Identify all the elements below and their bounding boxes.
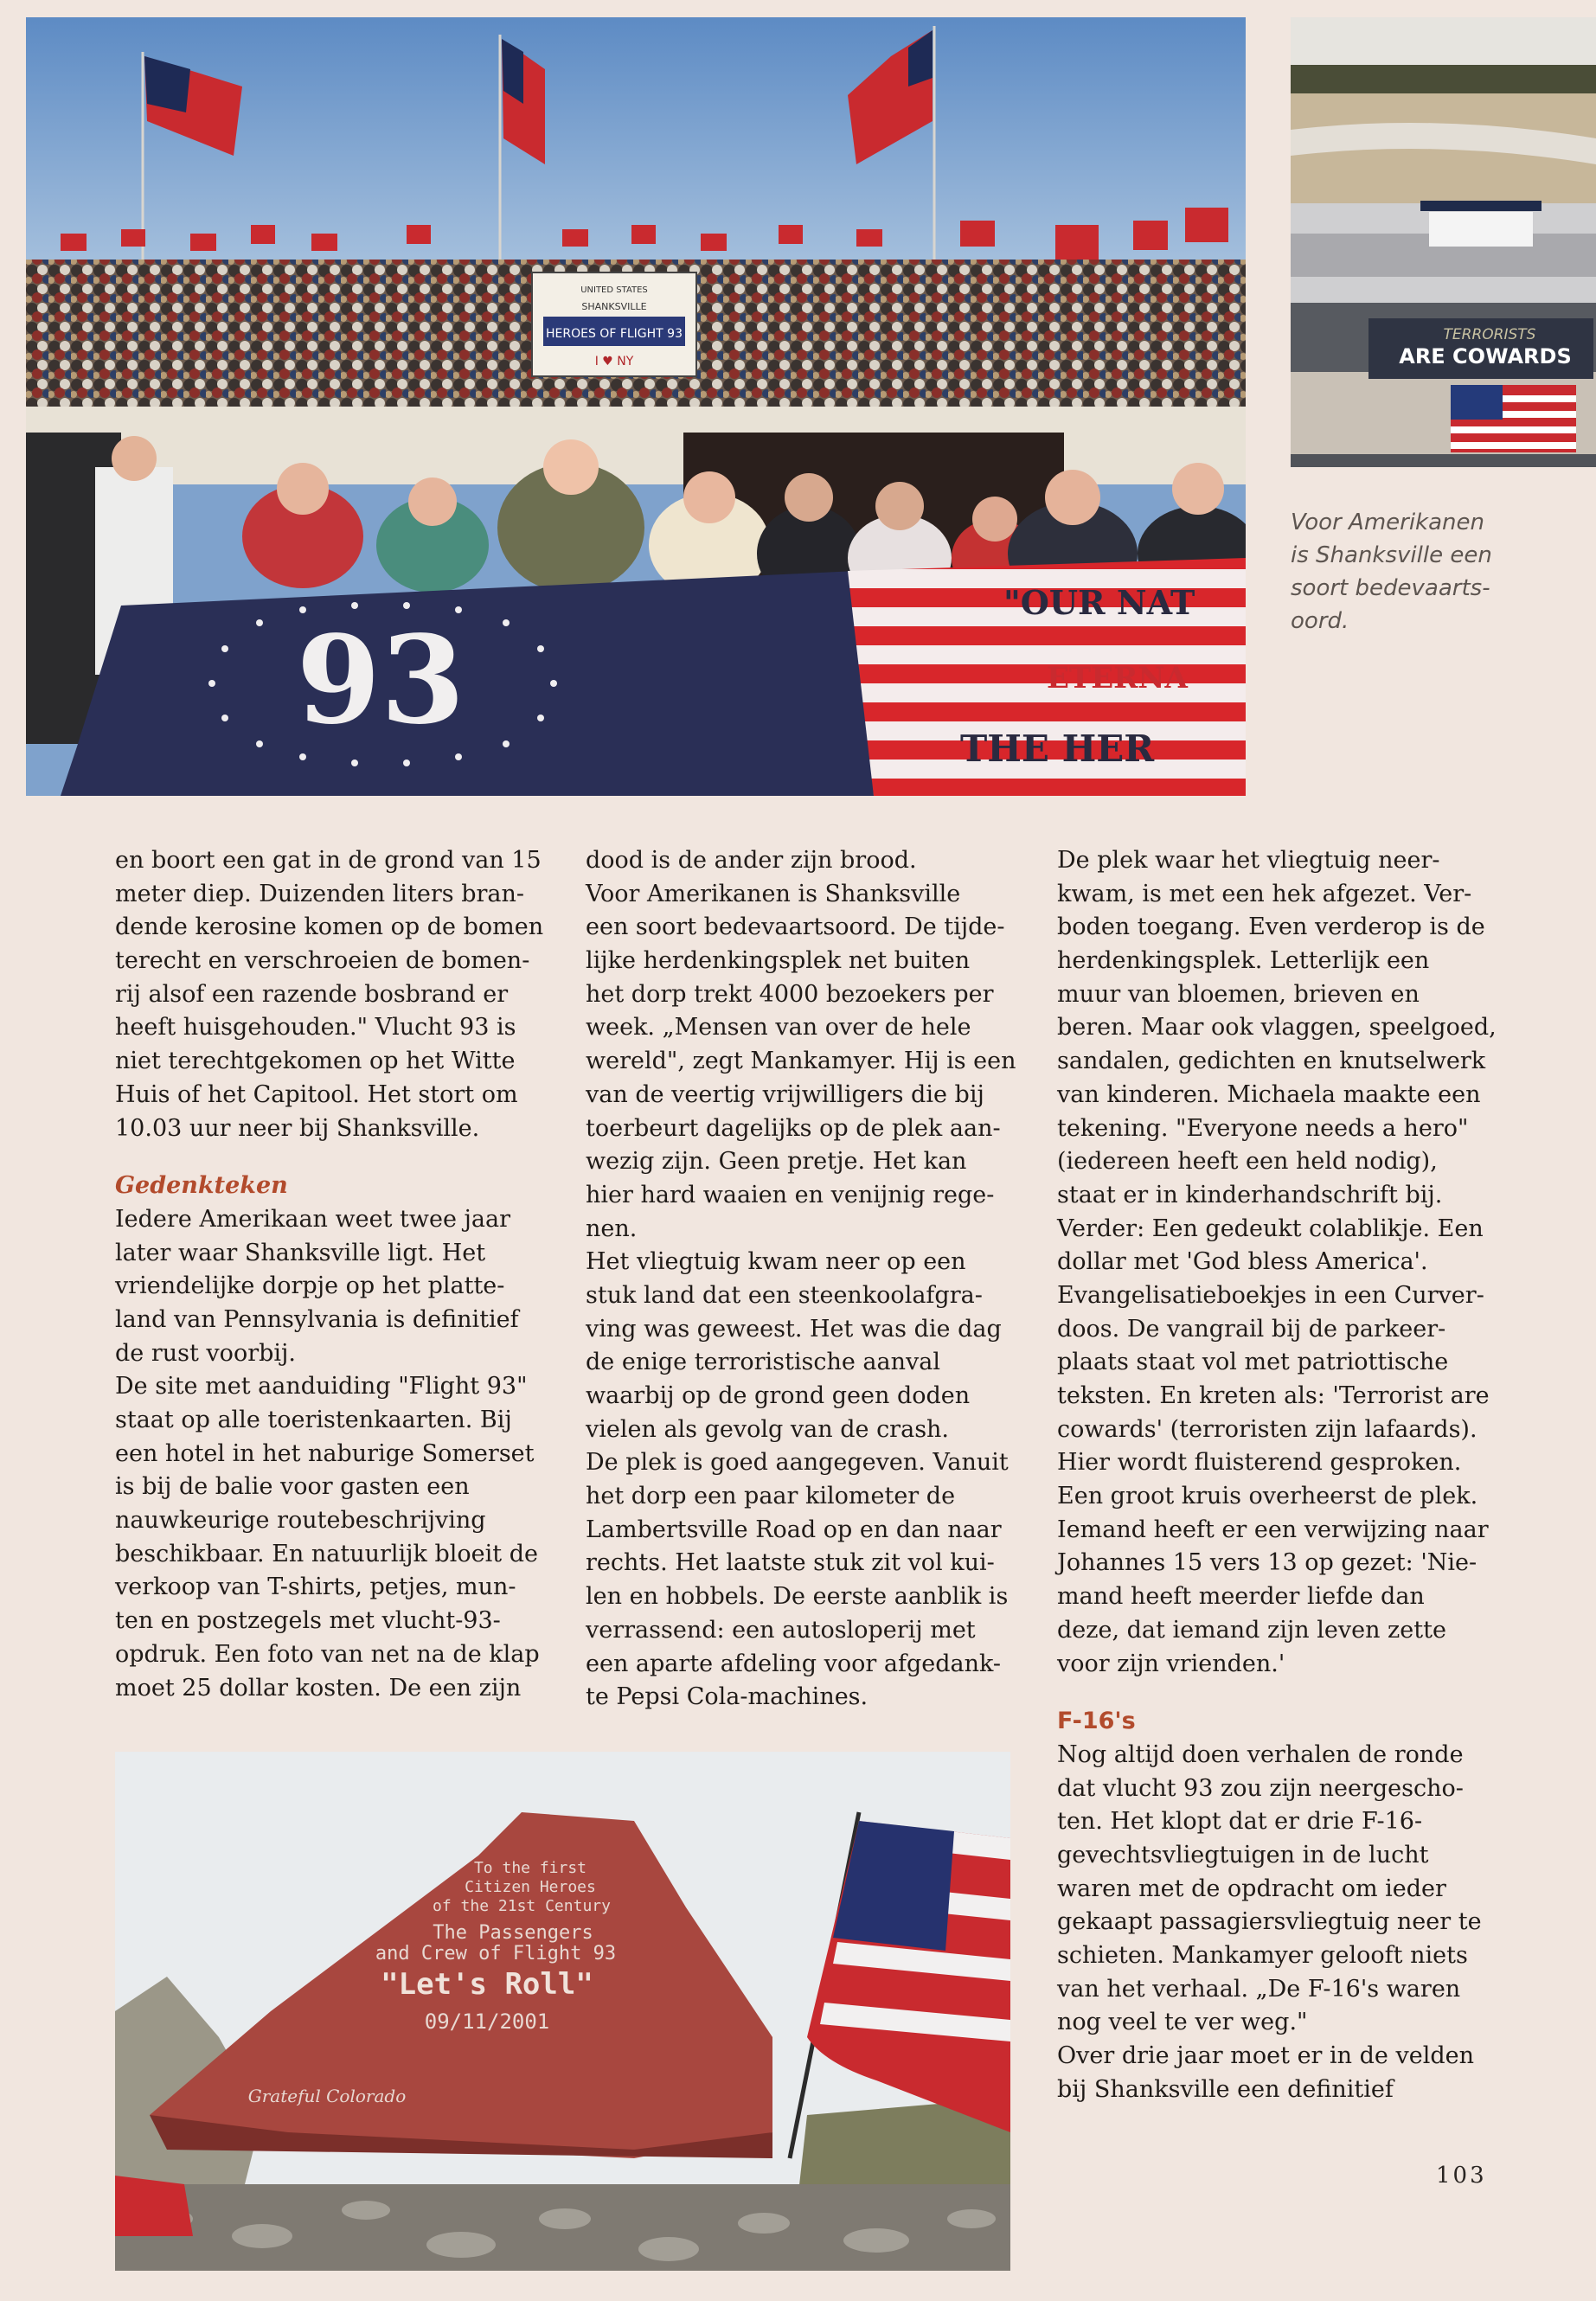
text-line: moet 25 dollar kosten. De een zijn [115,1674,522,1702]
text-line: schieten. Mankamyer gelooft niets [1057,1942,1468,1969]
text-line: staat er in kinderhandschrift bij. [1057,1181,1443,1208]
text-line: Nog altijd doen verhalen de ronde [1057,1740,1464,1768]
text-line: teksten. En kreten als: 'Terrorist are [1057,1382,1490,1409]
stone-line: "Let's Roll" [381,1967,593,2002]
text-line: dat vlucht 93 zou zijn neergescho- [1057,1774,1464,1802]
text-line: wereld", zegt Mankamyer. Hij is een [586,1048,1016,1075]
text-line: land van Pennsylvania is definitief [115,1305,519,1333]
text-line: doos. De vangrail bij de parkeer- [1057,1315,1446,1343]
section-heading: Gedenkteken [115,1172,288,1200]
banner-text: THE HER [960,727,1155,770]
page-number: 103 [1436,2163,1487,2189]
text-line: nen. [586,1215,638,1242]
flag-sticker-icon [1451,385,1576,452]
caption-line: is Shanksville een [1291,542,1492,568]
sign-line: SHANKSVILLE [581,301,647,312]
text-line: nog veel te ver weg." [1057,2009,1308,2036]
text-line: Verder: Een gedeukt colablikje. Een [1057,1215,1484,1242]
text-line: Iedere Amerikaan weet twee jaar [115,1205,510,1233]
text-line: ten en postzegels met vlucht-93- [115,1607,501,1635]
text-line: Huis of het Capitool. Het stort om [115,1080,518,1108]
text-line: Voor Amerikanen is Shanksville [586,880,961,907]
caption-line: Voor Amerikanen [1291,510,1484,535]
text-line: muur van bloemen, brieven en [1057,980,1420,1008]
guardrail-photo [1291,17,1596,467]
text-line: Johannes 15 vers 13 op gezet: 'Nie- [1057,1549,1477,1577]
text-line: rij alsof een razende bosbrand er [115,980,509,1008]
text-line: later waar Shanksville ligt. Het [115,1239,486,1266]
text-line: Evangelisatieboekjes in een Curver- [1057,1281,1484,1309]
text-line: dood is de ander zijn brood. [586,847,917,874]
text-line: van het verhaal. „De F-16's waren [1057,1975,1461,2003]
text-line: gekaapt passagiersvliegtuig neer te [1057,1908,1482,1936]
text-line: hier hard waaien en venijnig rege- [586,1181,995,1208]
text-line: het dorp trekt 4000 bezoekers per [586,980,994,1008]
text-line: sandalen, gedichten en knutselwerk [1057,1048,1486,1075]
text-line: ving was geweest. Het was die dag [586,1315,1002,1343]
text-line: waren met de opdracht om ieder [1057,1875,1446,1902]
memorial-stone-photo [115,1752,1010,2271]
text-line: verkoop van T-shirts, petjes, mun- [115,1574,516,1601]
text-line: is bij de balie voor gasten een [115,1473,470,1501]
text-line: niet terechtgekomen op het Witte [115,1048,516,1075]
caption-line: soort bedevaarts- [1291,575,1490,601]
text-line: het dorp een paar kilometer de [586,1483,956,1510]
sign-line: HEROES OF FLIGHT 93 [546,327,683,341]
banner-text: ETERNA [1047,661,1188,695]
stone-line: The Passengers [433,1922,593,1944]
text-line: (iedereen heeft een held nodig), [1057,1148,1438,1176]
text-line: meter diep. Duizenden liters bran- [115,880,524,907]
memorial-crowd-photo [26,17,1246,796]
text-line: wezig zijn. Geen pretje. Het kan [586,1148,967,1176]
sign-line: UNITED STATES [580,285,648,295]
text-line: de rust voorbij. [115,1339,296,1367]
text-line: Een groot kruis overheerst de plek. [1057,1483,1478,1510]
text-line: dollar met 'God bless America'. [1057,1248,1428,1276]
text-line: De plek waar het vliegtuig neer- [1057,847,1440,874]
guardrail-text: TERRORISTS [1443,326,1536,343]
stone-line: 09/11/2001 [424,2009,550,2034]
text-line: dende kerosine komen op de bomen [115,913,544,941]
section-heading: F-16's [1057,1708,1136,1735]
text-line: en boort een gat in de grond van 15 [115,847,542,874]
text-line: een hotel in het naburige Somerset [115,1439,535,1467]
stone-line: and Crew of Flight 93 [375,1943,617,1965]
text-line: een soort bedevaartsoord. De tijde- [586,913,1005,941]
text-line: te Pepsi Cola-machines. [586,1683,869,1711]
text-line: vriendelijke dorpje op het platte- [115,1272,505,1300]
text-line: deze, dat iemand zijn leven zette [1057,1616,1446,1644]
text-line: boden toegang. Even verderop is de [1057,913,1485,941]
text-line: De site met aanduiding "Flight 93" [115,1373,528,1400]
text-line: plaats staat vol met patriottische [1057,1349,1449,1376]
text-line: cowards' (terroristen zijn lafaards). [1057,1415,1477,1443]
article-column-2 [586,844,1035,1715]
text-line: van de veertig vrijwilligers die bij [586,1080,984,1108]
text-line: bij Shanksville een definitief [1057,2075,1394,2103]
text-line: herdenkingsplek. Letterlijk een [1057,947,1430,975]
text-line: toerbeurt dagelijks op de plek aan- [586,1114,1001,1142]
text-line: beren. Maar ook vlaggen, speelgoed, [1057,1014,1497,1042]
banner-number: 93 [296,610,465,752]
text-line: len en hobbels. De eerste aanblik is [586,1583,1009,1611]
text-line: voor zijn vrienden.' [1057,1650,1285,1677]
text-line: waarbij op de grond geen doden [586,1382,971,1409]
guardrail-text: ARE COWARDS [1399,344,1572,369]
text-line: Lambertsville Road op en dan naar [586,1516,1002,1543]
text-line: mand heeft meerder liefde dan [1057,1583,1425,1611]
text-line: Hier wordt fluisterend gesproken. [1057,1449,1462,1477]
text-line: rechts. Het laatste stuk zit vol kui- [586,1549,995,1577]
text-line: nauwkeurige routebeschrijving [115,1507,486,1535]
stone-footer: Grateful Colorado [247,2086,407,2106]
article-column-1 [115,844,565,1705]
caption-line: oord. [1291,608,1349,634]
photo-caption [1291,506,1507,638]
text-line: tekening. "Everyone needs a hero" [1057,1114,1469,1142]
sign-line: I ♥ NY [594,355,634,369]
text-line: opdruk. Een foto van net na de klap [115,1640,540,1668]
article-column-3 [1057,844,1507,2106]
text-line: van kinderen. Michaela maakte een [1057,1080,1481,1108]
stone-line: of the 21st Century [433,1897,611,1915]
text-line: terecht en verschroeien de bomen- [115,947,530,975]
text-line: beschikbaar. En natuurlijk bloeit de [115,1540,538,1567]
text-line: verrassend: een autosloperij met [586,1616,976,1644]
text-line: Het vliegtuig kwam neer op een [586,1248,966,1276]
text-line: gevechtsvliegtuigen in de lucht [1057,1841,1429,1868]
memorial-sign [532,272,696,376]
text-line: stuk land dat een steenkoolafgra- [586,1281,983,1309]
text-line: week. „Mensen van over de hele [586,1014,971,1042]
text-line: 10.03 uur neer bij Shanksville. [115,1114,480,1142]
text-line: heeft huisgehouden." Vlucht 93 is [115,1014,516,1042]
text-line: kwam, is met een hek afgezet. Ver- [1057,880,1472,907]
banner-text: "OUR NAT [1003,583,1195,622]
text-line: Over drie jaar moet er in de velden [1057,2042,1475,2070]
text-line: Iemand heeft er een verwijzing naar [1057,1516,1489,1543]
text-line: een aparte afdeling voor afgedank- [586,1650,1001,1677]
text-line: de enige terroristische aanval [586,1349,940,1376]
text-line: De plek is goed aangegeven. Vanuit [586,1449,1009,1477]
text-line: lijke herdenkingsplek net buiten [586,947,971,975]
text-line: vielen als gevolg van de crash. [586,1415,950,1443]
text-line: ten. Het klopt dat er drie F-16- [1057,1808,1423,1836]
stone-line: To the first [473,1859,587,1877]
text-line: staat op alle toeristenkaarten. Bij [115,1407,512,1433]
stone-line: Citizen Heroes [465,1878,596,1896]
